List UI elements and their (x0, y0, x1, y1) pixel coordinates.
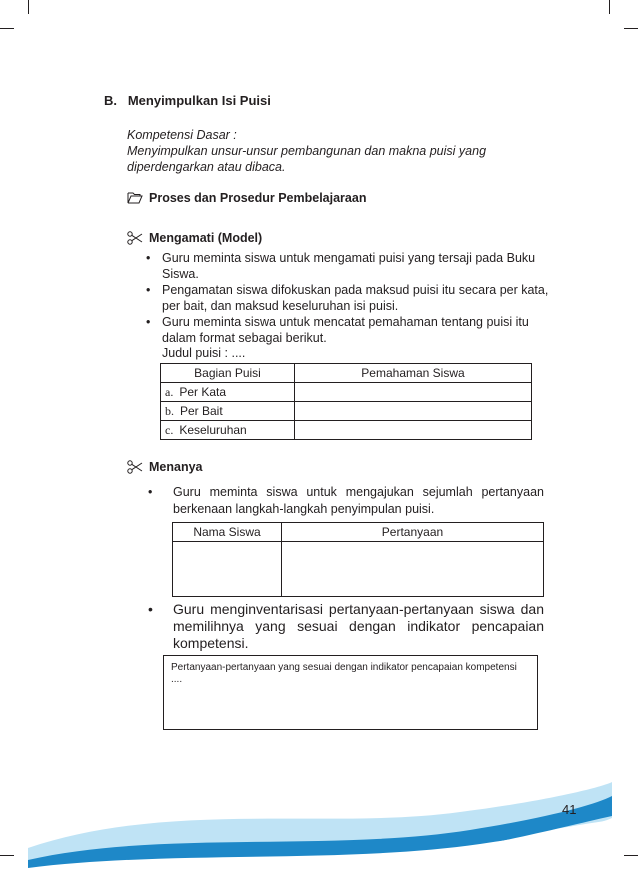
list-item (148, 484, 544, 518)
kd-heading: Kompetensi Dasar : (127, 128, 237, 142)
judul-puisi: Judul puisi : .... (162, 346, 246, 360)
row-letter: b. (165, 403, 174, 418)
table-header: Pertanyaan (282, 523, 544, 542)
table-cell (161, 421, 295, 440)
kd-text: Menyimpulkan unsur-unsur pembangunan dan makna puisi yang diperdengarkan atau dibaca. (127, 144, 487, 174)
table-row (173, 542, 544, 597)
crop-mark (624, 28, 638, 29)
scissors-icon (127, 460, 143, 474)
pertanyaan-table (172, 522, 544, 597)
footer-wave (0, 760, 638, 884)
bullet-dot: • (148, 485, 153, 499)
list-item (146, 251, 562, 282)
mengamati-heading (127, 231, 262, 245)
table-row (161, 421, 532, 440)
bullet-text: Guru meminta siswa untuk mengamati puisi yang tersaji pada Buku Siswa. (162, 251, 536, 281)
bullet-text: Guru meminta siswa untuk mencatat pemahaman tentang puisi itu dalam format sebagai berikut. (162, 315, 529, 345)
bullet-dot: • (146, 251, 151, 265)
table-cell (295, 421, 532, 440)
folder-icon (127, 191, 143, 205)
list-item (146, 283, 562, 314)
kompetensi-dasar (127, 127, 527, 175)
table-cell (282, 542, 544, 597)
bullet-text: Pengamatan siswa difokuskan pada maksud puisi itu secara per kata, per bait, dan maksud keseluruhan isi puisi. (162, 283, 549, 313)
row-letter: a. (165, 384, 174, 399)
row-label: Keseluruhan (179, 422, 247, 437)
crop-mark (609, 0, 610, 14)
table-header: Bagian Puisi (161, 364, 295, 383)
table-header: Nama Siswa (173, 523, 282, 542)
proses-heading-label: Proses dan Prosedur Pembelajaraan (149, 191, 367, 205)
table-cell (295, 402, 532, 421)
table-row (161, 383, 532, 402)
proses-heading (127, 191, 366, 205)
crop-mark (28, 0, 29, 14)
table-cell (161, 383, 295, 402)
indikator-box-line: Pertanyaan-pertanyaan yang sesuai dengan indikator pencapaian kompetensi (171, 662, 517, 673)
table-cell (295, 383, 532, 402)
indikator-box-line: .... (171, 674, 183, 685)
bullet-text: Guru menginventarisasi pertanyaan-pertanyaan siswa dan memilihnya yang sesuai dengan indikator pencapaian kompetensi. (173, 601, 544, 651)
bullet-dot: • (148, 601, 153, 617)
table-row (161, 402, 532, 421)
pemahaman-table (160, 363, 532, 440)
menanya-heading (127, 460, 203, 474)
crop-mark (0, 28, 14, 29)
row-label: Per Bait (180, 403, 223, 418)
row-label: Per Kata (179, 384, 227, 399)
indikator-box (163, 655, 538, 730)
table-cell (161, 402, 295, 421)
list-item (146, 315, 562, 346)
section-title: B. Menyimpulkan Isi Puisi (104, 93, 271, 108)
row-letter: c. (165, 422, 174, 437)
table-cell (173, 542, 282, 597)
bullet-dot: • (146, 315, 151, 329)
page-number: 41 (562, 802, 577, 817)
scissors-icon (127, 231, 143, 245)
mengamati-heading-label: Mengamati (Model) (149, 231, 263, 245)
bullet-text: Guru meminta siswa untuk mengajukan sejumlah pertanyaan berkenaan langkah-langkah penyimpulan puisi. (173, 485, 544, 516)
table-header: Pemahaman Siswa (295, 364, 532, 383)
menanya-heading-label: Menanya (149, 460, 203, 474)
bullet-dot: • (146, 283, 151, 297)
list-item (148, 601, 544, 652)
